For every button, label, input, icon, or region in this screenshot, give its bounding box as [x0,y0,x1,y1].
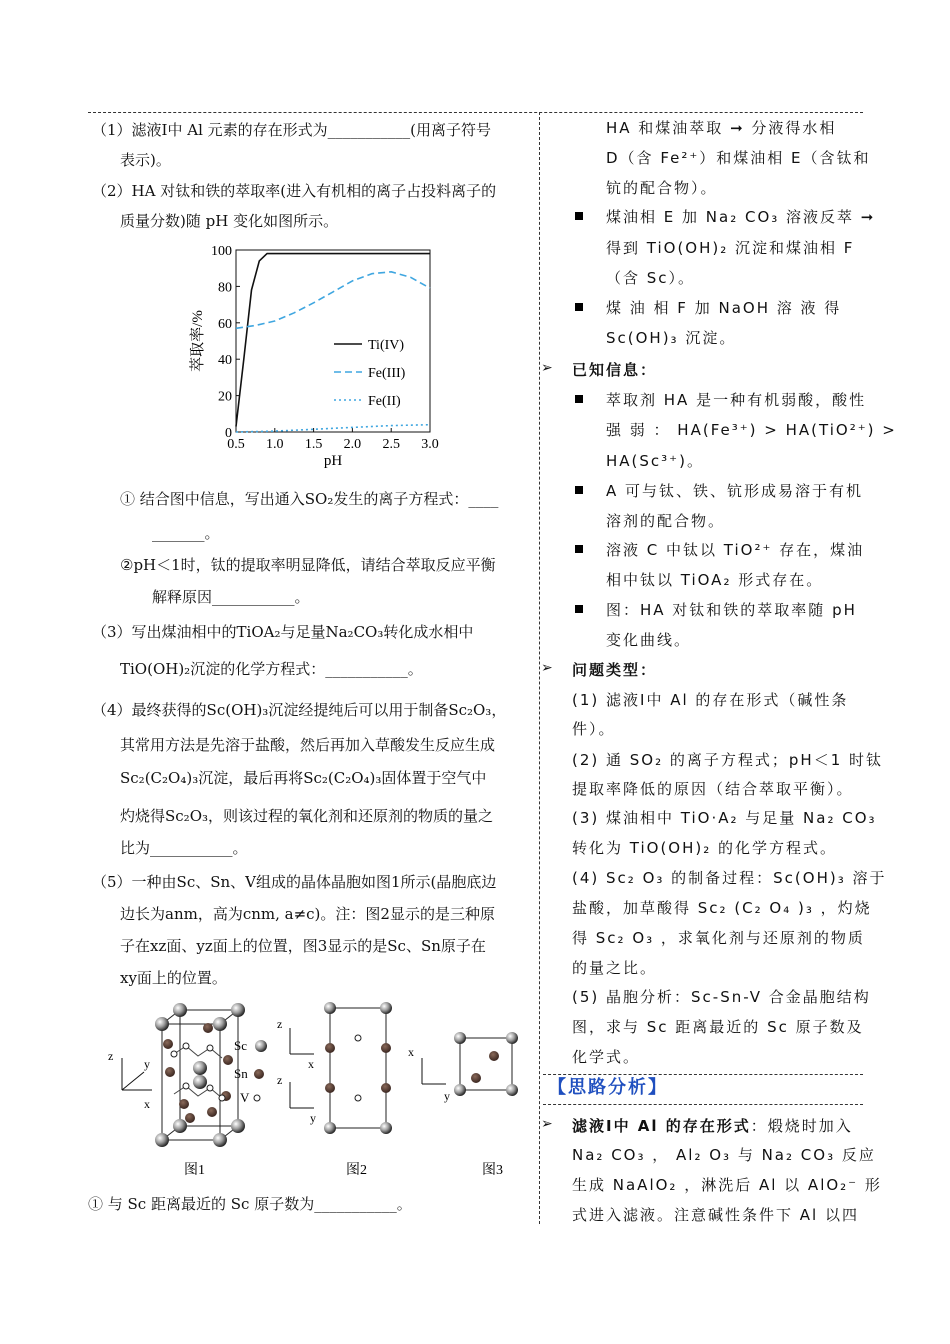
t1-line1: (1) 滤液Ⅰ中 Al 的存在形式（碱性条 [572,691,849,709]
bullet-b1 [575,212,583,220]
legend-v-marker [254,1095,260,1101]
b2-line1: 煤 油 相 F 加 NaOH 溶 液 得 [606,299,842,317]
t4-line4: 的量之比。 [572,959,658,977]
crystal-figures [100,998,530,1188]
analysis-rule-top [543,1074,863,1075]
b0-line2: D（含 Fe²⁺）和煤油相 E（含钛和 [606,149,871,167]
q4-line5: 比为___________。 [120,839,248,857]
legend-v: V [240,1090,250,1105]
fig3-label: 图3 [482,1163,503,1178]
fig2-label: 图2 [346,1163,367,1178]
bullet-b2 [575,303,583,311]
a1-line1 [572,1116,853,1136]
x-tick-label: 1.0 [266,437,284,452]
y-tick-label: 0 [225,426,232,441]
x-tick-label: 3.0 [421,437,439,452]
b1-line3: （含 Sc）。 [606,269,696,287]
k4-line1: 图：HA 对钛和铁的萃取率随 pH [606,601,857,619]
svg-text:x: x [308,1057,314,1071]
top-rule [88,112,863,113]
legend-label-2: Fe(II) [368,394,401,409]
q2-1-line2: _______。 [152,524,220,542]
t4-line3: 得 Sc₂ O₃ ，求氧化剂与还原剂的物质 [572,929,865,947]
q5-line4: xy面上的位置。 [120,969,227,987]
q2-2-line1: ②pH＜1时，钛的提取率明显降低，请结合萃取反应平衡 [120,556,496,574]
q5-1: ① 与 Sc 距离最近的 Sc 原子数为___________。 [88,1195,412,1213]
b1-line2: 得到 TiO(OH)₂ 沉淀和煤油相 F [606,239,855,257]
analysis-rule-bottom [543,1104,863,1105]
legend-sn: Sn [234,1066,248,1081]
type-title: 问题类型： [572,661,658,679]
t4-line2: 盐酸，加草酸得 Sc₂ (C₂ O₄ )₃ ，灼烧 [572,899,872,917]
q1-line1: （1）滤液Ⅰ中 Al 元素的存在形式为___________(用离子符号 [92,121,491,139]
legend-label-1: Fe(III) [368,366,406,381]
q2-1-line1: ① 结合图中信息，写出通入SO₂发生的离子方程式：____ [120,490,499,508]
arrow-bullet-analysis: ➢ [541,1116,553,1132]
t5-line1: (5) 晶胞分析：Sc-Sn-V 合金晶胞结构 [572,988,871,1006]
q4-line1: （4）最终获得的Sc(OH)₃沉淀经提纯后可以用于制备Sc₂O₃， [92,701,507,719]
k2-line2: 溶剂的配合物。 [606,512,726,530]
x-tick-label: 0.5 [227,437,245,452]
fig1-label: 图1 [184,1163,205,1178]
q1-line2: 表示)。 [120,151,171,169]
q3-line1: （3）写出煤油相中的TiOA₂与足量Na₂CO₃转化成水相中 [92,623,474,641]
known-title: 已知信息： [572,361,658,379]
column-divider [539,112,540,1224]
fig3-axes [422,1058,446,1084]
k1-line1: 萃取剂 HA 是一种有机弱酸，酸性 [606,391,867,409]
q4-line4: 灼烧得Sc₂O₃，则该过程的氧化剂和还原剂的物质的量之 [120,807,494,825]
fig2-cell [324,1002,392,1134]
arrow-bullet-known: ➢ [541,360,553,376]
t3-line1: (3) 煤油相中 TiO·A₂ 与足量 Na₂ CO₃ [572,809,877,827]
svg-text:z: z [108,1049,114,1063]
q5-line3: 子在xz面、yz面上的位置，图3显示的是Sc、Sn原子在 [120,937,486,955]
svg-text:y: y [144,1057,150,1071]
series-line-1 [236,272,430,329]
b1-line1: 煤油相 E 加 Na₂ CO₃ 溶液反萃 ➞ [606,208,876,226]
q4-line2: 其常用方法是先溶于盐酸，然后再加入草酸发生反应生成 [120,736,496,754]
q3-line2: TiO(OH)₂沉淀的化学方程式：___________。 [120,660,423,678]
q2-2-line2: 解释原因___________。 [152,588,310,606]
t5-line2: 图，求与 Sc 距离最近的 Sc 原子数及 [572,1018,864,1036]
x-tick-label: 2.5 [382,437,400,452]
a1-line2: Na₂ CO₃ ， Al₂ O₃ 与 Na₂ CO₃ 反应 [572,1146,876,1164]
svg-text:z: z [277,1073,283,1087]
t5-line3: 化学式。 [572,1048,641,1066]
y-tick-label: 80 [218,280,232,296]
x-tick-label: 1.5 [304,437,323,452]
y-axis-label: 萃取率/% [190,310,206,372]
extraction-rate-chart [180,238,450,478]
q5-line1: （5）一种由Sc、Sn、V组成的晶体晶胞如图1所示(晶胞底边 [92,873,497,891]
svg-text:x: x [408,1045,414,1059]
q4-line3: Sc₂(C₂O₄)₃沉淀，最后再将Sc₂(C₂O₄)₃固体置于空气中 [120,769,487,787]
arrow-bullet-type: ➢ [541,660,553,676]
legend-label-0: Ti(IV) [368,338,405,353]
svg-text:z: z [277,1017,283,1031]
y-tick-label: 60 [218,316,232,332]
t1-line2: 件）。 [572,720,616,738]
fig3-cell [454,1032,518,1096]
k1-line3: HA(Sc³⁺)。 [606,452,704,470]
b2-line2: Sc(OH)₃ 沉淀。 [606,329,737,347]
t2-line1: (2) 通 SO₂ 的离子方程式；pH＜1 时钛 [572,751,884,769]
bullet-k4 [575,605,583,613]
y-tick-label: 40 [218,353,232,369]
fig1-atoms [155,1003,245,1147]
legend-sc: Sc [234,1038,247,1053]
bullet-k2 [575,486,583,494]
legend-sn-marker [254,1069,264,1079]
b0-line3: 钪的配合物）。 [606,179,718,197]
svg-text:x: x [144,1097,150,1111]
svg-text:y: y [444,1089,450,1103]
k3-line1: 溶液 C 中钛以 TiO²⁺ 存在，煤油 [606,541,865,559]
k3-line2: 相中钛以 TiOA₂ 形式存在。 [606,571,824,589]
analysis-title: 【思路分析】 [548,1077,668,1098]
a1-line3: 生成 NaAlO₂ ，淋洗后 Al 以 AlO₂⁻ 形 [572,1176,882,1194]
q2-line1: （2）HA 对钛和铁的萃取率(进入有机相的离子占投料离子的 [92,182,497,200]
q2-line2: 质量分数)随 pH 变化如图所示。 [120,212,339,230]
k4-line2: 变化曲线。 [606,631,692,649]
b0-line1: HA 和煤油萃取 ➞ 分液得水相 [606,119,837,137]
y-tick-label: 20 [218,389,232,405]
a1-head: 滤液Ⅰ中 Al 的存在形式 [572,1117,751,1135]
t3-line2: 转化为 TiO(OH)₂ 的化学方程式。 [572,839,838,857]
t4-line1: (4) Sc₂ O₃ 的制备过程：Sc(OH)₃ 溶于 [572,869,887,887]
legend-sc-marker [255,1040,267,1052]
y-tick-label: 100 [211,244,232,259]
a1-line1-tail: ：煅烧时加入 [750,1117,853,1135]
t2-line2: 提取率降低的原因（结合萃取平衡）。 [572,780,854,798]
x-tick-label: 2.0 [343,437,362,452]
q5-line2: 边长为anm，高为cnm, a≠c)。注：图2显示的是三种原 [120,905,495,923]
x-axis-label: pH [323,453,343,469]
series-line-2 [236,425,430,432]
k1-line2: 强 弱 ： HA(Fe³⁺) > HA(TiO²⁺) > [606,421,897,439]
a1-line4: 式进入滤液。注意碱性条件下 Al 以四 [572,1206,859,1224]
k2-line1: A 可与钛、铁、钪形成易溶于有机 [606,482,864,500]
svg-text:y: y [310,1111,316,1125]
bullet-k1 [575,395,583,403]
bullet-k3 [575,545,583,553]
